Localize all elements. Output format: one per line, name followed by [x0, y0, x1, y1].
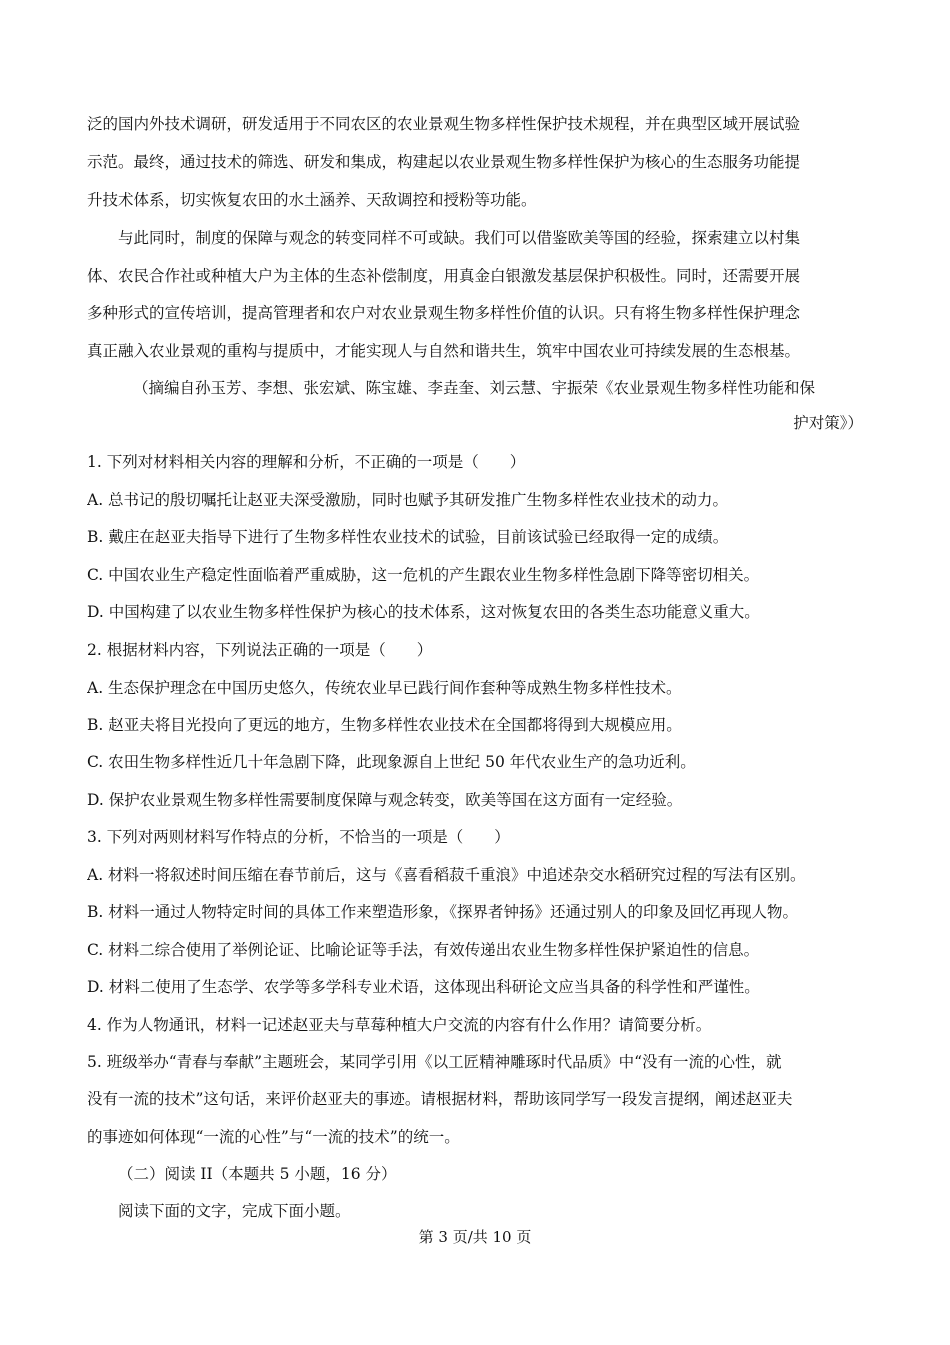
q2-stem: 2. 根据材料内容，下列说法正确的一项是（ ） [87, 641, 433, 659]
para1-line3: 升技术体系，切实恢复农田的水土涵养、天敌调控和授粉等功能。 [87, 191, 537, 209]
para2-line2: 体、农民合作社或种植大户为主体的生态补偿制度，用真金白银激发基层保护积极性。同时，还需要开展 [87, 267, 801, 285]
page-footer: 第 3 页/共 10 页 [418, 1228, 532, 1246]
q1-option-c: C. 中国农业生产稳定性面临着严重威胁，这一危机的产生跟农业生物多样性急剧下降等密切相关。 [87, 566, 760, 584]
q3-option-b: B. 材料一通过人物特定时间的具体工作来塑造形象，《探界者钟扬》还通过别人的印象及回忆再现人物。 [87, 903, 798, 921]
q3-option-c: C. 材料二综合使用了举例论证、比喻论证等手法，有效传递出农业生物多样性保护紧迫性的信息。 [87, 941, 760, 959]
q5-line3: 的事迹如何体现“一流的心性”与“一流的技术”的统一。 [87, 1128, 460, 1146]
q3-option-d: D. 材料二使用了生态学、农学等多学科专业术语，这体现出科研论文应当具备的科学性和严谨性。 [87, 978, 760, 996]
q2-option-b: B. 赵亚夫将目光投向了更远的地方，生物多样性农业技术在全国都将得到大规模应用。 [87, 716, 682, 734]
q3-option-a: A. 材料一将叙述时间压缩在春节前后，这与《喜看稻菽千重浪》中追述杂交水稻研究过程的写法有区别。 [87, 866, 806, 884]
para1-line2: 示范。最终，通过技术的筛选、研发和集成，构建起以农业景观生物多样性保护为核心的生态服务功能提 [87, 153, 801, 171]
source-line2: 护对策》） [793, 414, 863, 432]
section-heading: （二）阅读 II（本题共 5 小题，16 分） [118, 1165, 397, 1183]
para1-line1: 泛的国内外技术调研，研发适用于不同农区的农业景观生物多样性保护技术规程，并在典型区域开展试验 [87, 115, 801, 133]
q5-line2: 没有一流的技术”这句话，来评价赵亚夫的事迹。请根据材料，帮助该同学写一段发言提纲，阐述赵亚夫 [87, 1090, 793, 1108]
q1-option-b: B. 戴庄在赵亚夫指导下进行了生物多样性农业技术的试验，目前该试验已经取得一定的成绩。 [87, 528, 729, 546]
source-line1: （摘编自孙玉芳、李想、张宏斌、陈宝雄、李垚奎、刘云慧、宇振荣《农业景观生物多样性功能和保 [133, 379, 816, 397]
section-instruction: 阅读下面的文字，完成下面小题。 [118, 1202, 351, 1220]
q2-option-c: C. 农田生物多样性近几十年急剧下降，此现象源自上世纪 50 年代农业生产的急功近利。 [87, 753, 696, 771]
q2-option-d: D. 保护农业景观生物多样性需要制度保障与观念转变，欧美等国在这方面有一定经验。 [87, 791, 683, 809]
para2-line3: 多种形式的宣传培训，提高管理者和农户对农业景观生物多样性价值的认识。只有将生物多样性保护理念 [87, 304, 801, 322]
q3-stem: 3. 下列对两则材料写作特点的分析，不恰当的一项是（ ） [87, 828, 510, 846]
q2-option-a: A. 生态保护理念在中国历史悠久，传统农业早已践行间作套种等成熟生物多样性技术。 [87, 679, 682, 697]
q1-option-d: D. 中国构建了以农业生物多样性保护为核心的技术体系，这对恢复农田的各类生态功能意义重大。 [87, 603, 760, 621]
q5-line1: 5. 班级举办“青春与奉献”主题班会，某同学引用《以工匠精神雕琢时代品质》中“没有一流的心性，就 [87, 1053, 782, 1071]
q1-option-a: A. 总书记的殷切嘱托让赵亚夫深受激励，同时也赋予其研发推广生物多样性农业技术的动力。 [87, 491, 729, 509]
para2-line4: 真正融入农业景观的重构与提质中，才能实现人与自然和谐共生，筑牢中国农业可持续发展的生态根基。 [87, 342, 801, 360]
q1-stem: 1. 下列对材料相关内容的理解和分析，不正确的一项是（ ） [87, 453, 526, 471]
para2-line1: 与此同时，制度的保障与观念的转变同样不可或缺。我们可以借鉴欧美等国的经验，探索建立以村集 [118, 229, 801, 247]
q4-stem: 4. 作为人物通讯，材料一记述赵亚夫与草莓种植大户交流的内容有什么作用？请简要分析。 [87, 1016, 712, 1034]
